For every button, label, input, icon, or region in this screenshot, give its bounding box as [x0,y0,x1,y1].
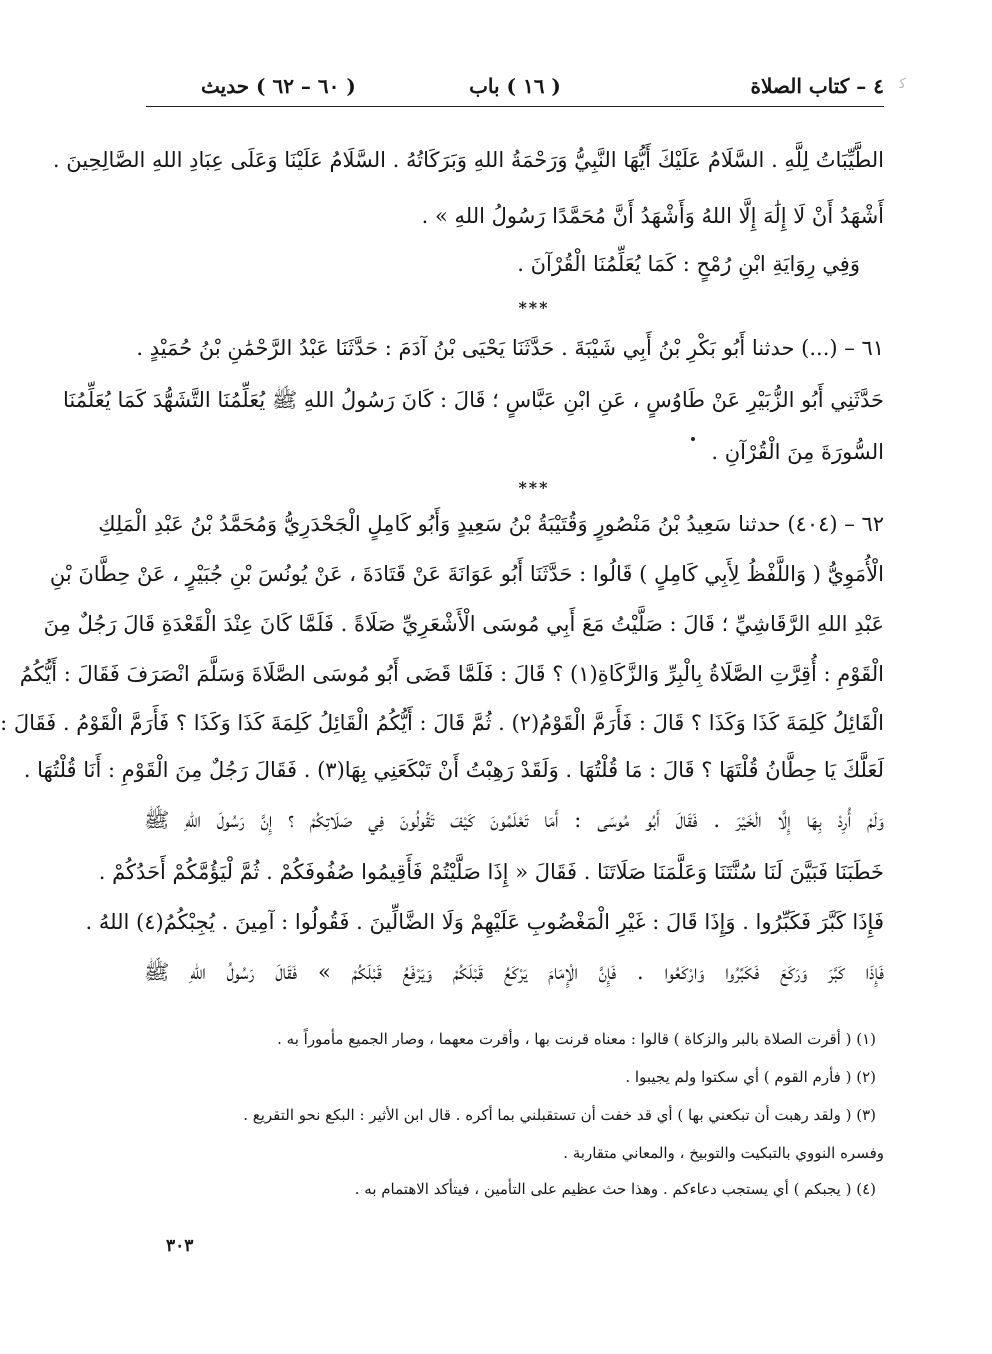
section-separator: *** [518,298,550,317]
corner-mark: ﮐ [899,76,906,92]
header-hadith-range: ( ٦٠ – ٦٢ ) حديث [201,74,356,98]
hadith-62-line: عَبْدِ اللهِ الرَّقَاشِيِّ ؛ قَالَ : صَلَّيْتُ مَعَ أَبِي مُوسَى الْأَشْعَرِيِّ صَلَاةً . فَلَمَّا كَانَ عِنْدَ الْقَعْدَةِ قَالَ رَجُلٌ مِنَ [43,612,884,636]
hadith-62-line: وَلَمْ أُرِدْ بِهَا إِلَّا الْخَيْرَ . فَقَالَ أَبُو مُوسَى : أَمَا تَعْلَمُونَ كَيْفَ تَقُولُونَ فِي صَلَاتِكُمْ ؟ إِنَّ رَسُولَ اللهِ ﷺ [144,808,884,832]
hadith-62-line: فَإِذَا كَبَّرَ فَكَبِّرُوا . وَإِذَا قَالَ : غَيْرِ الْمَغْضُوبِ عَلَيْهِمْ وَلَا الضَّالِّينَ . فَقُولُوا : آمِينَ . يُجِبْكُمُ(٤) اللهُ . [85,910,884,934]
text-line: الطَّيِّبَاتُ لِلَّهِ . السَّلَامُ عَلَيْكَ أَيُّهَا النَّبِيُّ وَرَحْمَةُ اللهِ وَبَرَكَاتُهُ . السَّلَامُ عَلَيْنَا وَعَلَى عِبَادِ اللهِ الصَّالِحِينَ . [52,148,884,172]
section-separator: *** [518,478,550,497]
hadith-62-line: فَإِذَا كَبَّرَ وَرَكَعَ فَكَبِّرُوا وَارْكَعُوا . فَإِنَّ الْإِمَامَ يَرْكَعُ قَبْلَكُمْ وَيَرْفَعُ قَبْلَكُمْ » فَقَالَ رَسُولُ اللهِ ﷺ [144,960,884,984]
hadith-62-line: ٦٢ – (٤٠٤) حدثنا سَعِيدُ بْنُ مَنْصُورٍ وَقُتَيْبَةُ بْنُ سَعِيدٍ وَأَبُو كَامِلٍ الْجَحْدَرِيُّ وَمُحَمَّدُ بْنُ عَبْدِ الْمَلِكِ [98,512,884,536]
footnote-2: (٢) ( فأرم القوم ) أي سكتوا ولم يجيبوا . [625,1068,876,1086]
hadith-61-line: السُّورَةَ مِنَ الْقُرْآنِ . [711,440,884,464]
header-divider [146,106,884,107]
page-number: ٣٠٣ [166,1236,194,1256]
hadith-62-line: الْأُمَوِيُّ ( وَاللَّفْظُ لِأَبِي كَامِلٍ ) قَالُوا : حَدَّثَنَا أَبُو عَوَانَةَ عَنْ قَتَادَةَ ، عَنْ يُونُسَ بْنِ جُبَيْرٍ ، عَنْ حِطَّانَ بْنِ [49,562,884,586]
text-line: أَشْهَدُ أَنْ لَا إِلَٰهَ إِلَّا اللهُ وَأَشْهَدُ أَنَّ مُحَمَّدًا رَسُولُ اللهِ » . [421,204,884,228]
hadith-62-line: لَعَلَّكَ يَا حِطَّانُ قُلْتَهَا ؟ قَالَ : مَا قُلْتُهَا . وَلَقَدْ رَهِبْتُ أَنْ تَبْكَعَنِي بِهَا(٣) . فَقَالَ رَجُلٌ مِنَ الْقَوْمِ : أَنَا قُلْتُهَا . [23,758,884,782]
footnote-3: (٣) ( ولقد رهبت أن تبكعني بها ) أي قد خفت أن تستقبلني بما أكره . قال ابن الأثير : البكع نحو التقريع . [243,1106,876,1124]
hadith-61-line: حَدَّثَنِي أَبُو الزُّبَيْرِ عَنْ طَاوُسٍ ، عَنِ ابْنِ عَبَّاسٍ ؛ قَالَ : كَانَ رَسُولُ اللهِ ﷺ يُعَلِّمُنَا التَّشَهُّدَ كَمَا يُعَلِّمُنَا [63,388,884,412]
hadith-62-line: خَطَبَنَا فَبَيَّنَ لَنَا سُنَّتَنَا وَعَلَّمَنَا صَلَاتَنَا . فَقَالَ « إِذَا صَلَّيْتُمْ فَأَقِيمُوا صُفُوفَكُمْ . ثُمَّ لْيَؤُمَّكُمْ أَحَدُكُمْ . [98,860,884,884]
header-section-number: ( ١٦ ) باب [469,74,561,98]
header-chapter-title: ٤ – كتاب الصلاة [750,74,884,98]
hadith-62-line: الْقَوْمِ : أُقِرَّتِ الصَّلَاةُ بِالْبِرِّ وَالزَّكَاةِ(١) ؟ قَالَ : فَلَمَّا قَضَى أَبُو مُوسَى الصَّلَاةَ وَسَلَّمَ انْصَرَفَ فَقَالَ : أَيُّكُمُ [19,662,884,686]
text-line: وَفِي رِوَايَةِ ابْنِ رُمْحٍ : كَمَا يُعَلِّمُنَا الْقُرْآنَ . [517,252,860,276]
footnote-3-continued: وفسره النووي بالتبكيت والتوبيخ ، والمعاني متقاربة . [563,1144,884,1162]
hadith-62-line: الْقَائِلُ كَلِمَةَ كَذَا وَكَذَا ؟ قَالَ : فَأَرَمَّ الْقَوْمُ(٢) . ثُمَّ قَالَ : أَيُّكُمُ الْقَائِلُ كَلِمَةَ كَذَا وَكَذَا ؟ فَأَرَمَّ الْقَوْمُ . فَقَالَ : [0,711,884,735]
footnote-1: (١) ( أقرت الصلاة بالبر والزكاة ) قالوا : معناه قرنت بها ، وأقرت معهما ، وصار الجميع مأموراً به . [277,1030,876,1048]
hadith-61-line: ٦١ – (...) حدثنا أَبُو بَكْرِ بْنُ أَبِي شَيْبَةَ . حَدَّثَنَا يَحْيَى بْنُ آدَمَ : حَدَّثَنَا عَبْدُ الرَّحْمَٰنِ بْنُ حُمَيْدٍ . [136,336,884,360]
ink-dot [691,437,695,441]
footnote-4: (٤) ( يجبكم ) أي يستجب دعاءكم . وهذا حث عظيم على التأمين ، فيتأكد الاهتمام به . [354,1180,876,1198]
